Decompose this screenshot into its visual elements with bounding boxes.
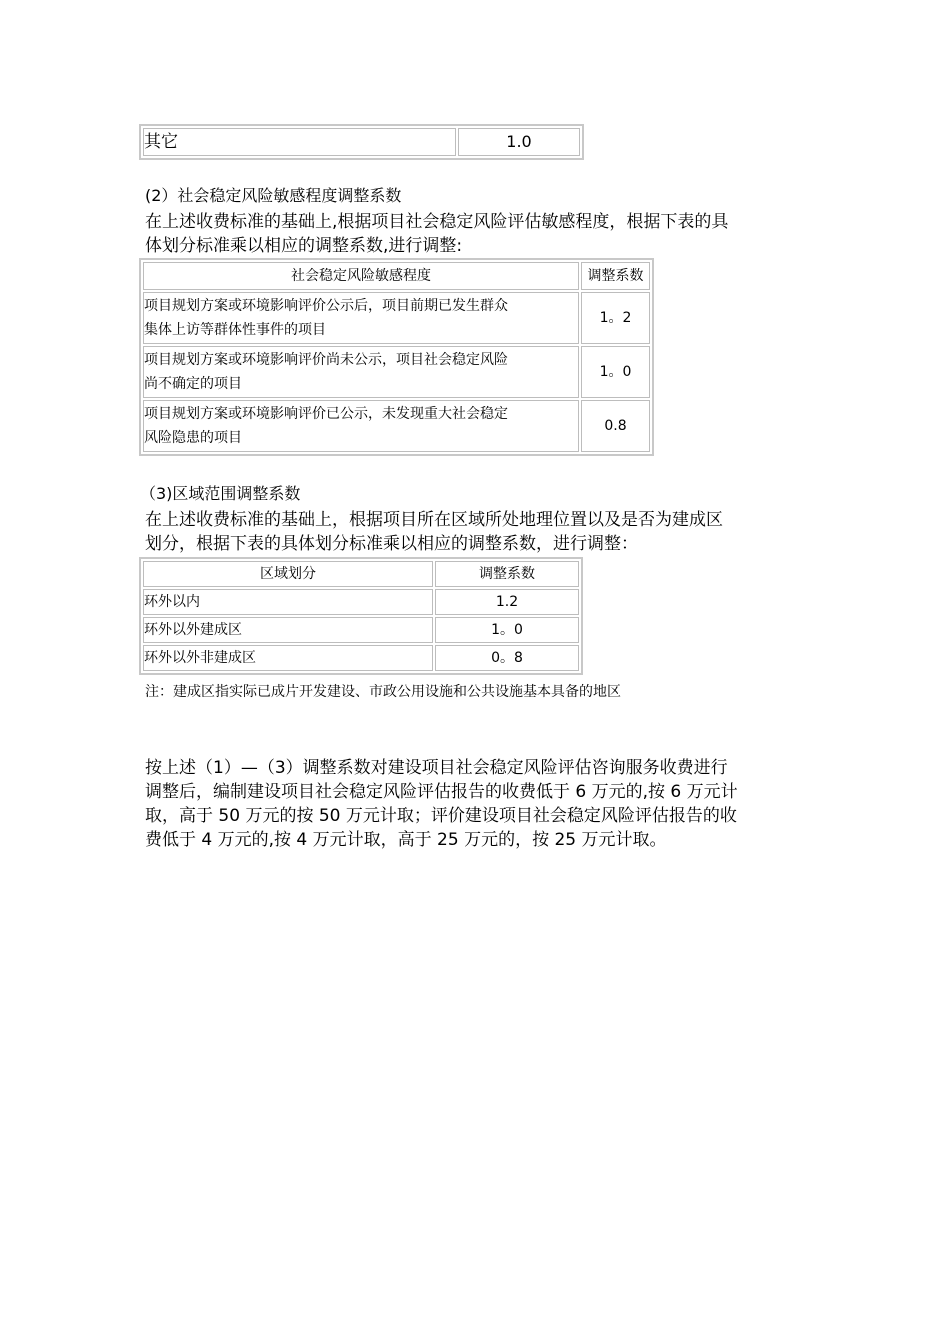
description-line: 项目规划方案或环境影响评价已公示，未发现重大社会稳定 [144,406,508,422]
summary-line-3: 取，高于 50 万元的按 50 万元计取；评价建设项目社会稳定风险评估报告的收 [145,806,737,826]
table-cell-coefficient: 0.8 [581,400,650,452]
table-row [143,346,650,398]
region-table [139,557,583,675]
other-coefficient-table [139,124,584,160]
table-cell-coefficient: 1.2 [435,589,579,615]
description-line: 风险隐患的项目 [144,430,242,446]
table-cell-description [143,400,579,452]
table-cell-description [143,292,579,344]
section-3-intro-line-2: 划分，根据下表的具体划分标准乘以相应的调整系数，进行调整： [145,534,638,554]
table-row [143,589,579,615]
summary-line-2: 调整后，编制建设项目社会稳定风险评估报告的收费低于 6 万元的,按 6 万元计 [145,782,738,802]
table-row [143,645,579,671]
table-row [143,128,580,156]
table-cell-coefficient: 1。2 [581,292,650,344]
table-cell-coefficient: 0。8 [435,645,579,671]
region-table-block [139,557,583,675]
table-row [143,617,579,643]
region-note: 注：建成区指实际已成片开发建设、市政公用设施和公共设施基本具备的地区 [145,684,621,700]
section-3-heading: （3)区域范围调整系数 [140,484,301,503]
description-line: 项目规划方案或环境影响评价公示后，项目前期已发生群众 [144,298,508,314]
table-row [143,292,650,344]
section-2-heading: (2）社会稳定风险敏感程度调整系数 [145,186,402,205]
table-header-row [143,561,579,587]
sensitivity-table [139,258,654,456]
table-cell-coefficient: 1。0 [435,617,579,643]
table-cell-region: 环外以内 [143,589,433,615]
summary-line-1: 按上述（1）—（3）调整系数对建设项目社会稳定风险评估咨询服务收费进行 [145,758,728,778]
sensitivity-table-block [139,258,654,456]
table-cell-coefficient: 1.0 [458,128,580,156]
table-header-row [143,262,650,290]
section-2-intro-line-1: 在上述收费标准的基础上,根据项目社会稳定风险评估敏感程度，根据下表的具 [145,212,729,232]
summary-line-4: 费低于 4 万元的,按 4 万元计取，高于 25 万元的，按 25 万元计取。 [145,830,667,850]
table-cell-description [143,346,579,398]
table-cell-coefficient: 1。0 [581,346,650,398]
table-header-coefficient: 调整系数 [581,262,650,290]
table-header-sensitivity: 社会稳定风险敏感程度 [143,262,579,290]
table-row [143,400,650,452]
table-header-coefficient: 调整系数 [435,561,579,587]
description-line: 尚不确定的项目 [144,376,242,392]
table-cell-region: 环外以外非建成区 [143,645,433,671]
table-header-region: 区域划分 [143,561,433,587]
table-cell-category: 其它 [143,128,456,156]
table-cell-region: 环外以外建成区 [143,617,433,643]
description-line: 集体上访等群体性事件的项目 [144,322,326,338]
section-2-intro-line-2: 体划分标准乘以相应的调整系数,进行调整: [145,236,463,256]
section-3-intro-line-1: 在上述收费标准的基础上，根据项目所在区域所处地理位置以及是否为建成区 [145,510,723,530]
other-table-block [139,124,584,160]
description-line: 项目规划方案或环境影响评价尚未公示，项目社会稳定风险 [144,352,508,368]
